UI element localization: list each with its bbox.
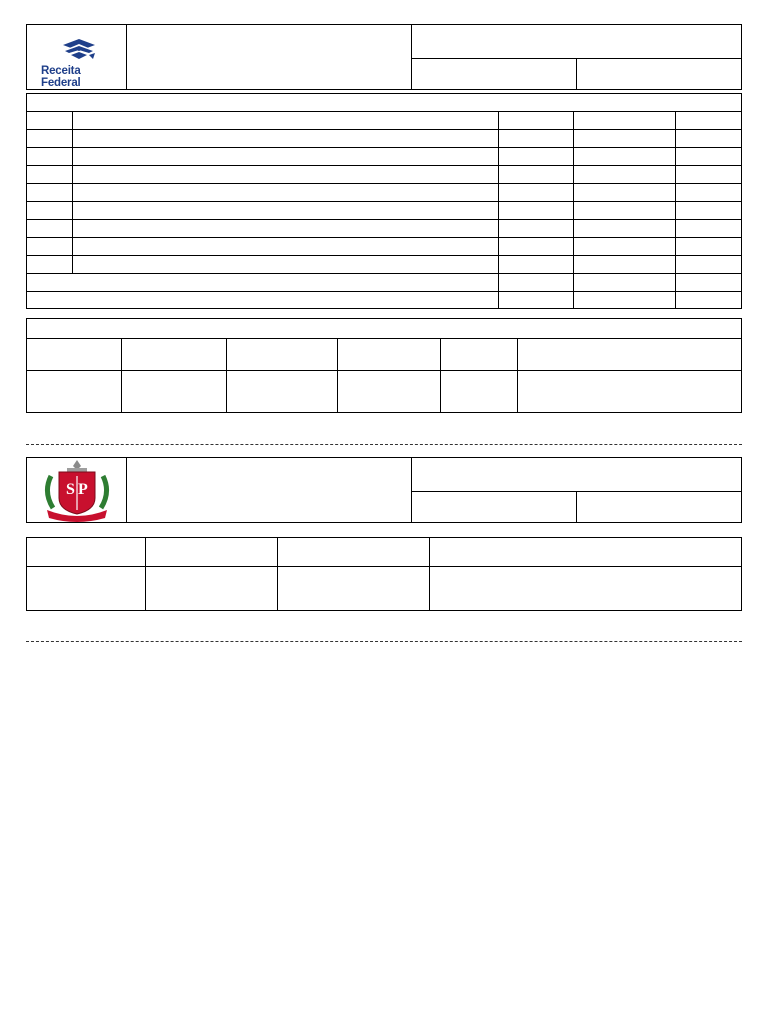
coat-monogram-s: S <box>66 481 75 498</box>
cut-line-separator-bottom <box>26 641 742 642</box>
sao-paulo-coat-of-arms-icon <box>41 460 113 522</box>
gare-header <box>26 457 742 523</box>
coat-monogram-p: P <box>78 481 88 498</box>
darf-header <box>26 24 742 90</box>
cut-line-separator <box>26 444 742 445</box>
receita-federal-logo <box>35 35 121 89</box>
receita-federal-emblem-icon <box>59 37 99 63</box>
receita-federal-logo-text: Receita Federal <box>41 65 81 89</box>
darf-items-table <box>26 93 742 309</box>
gare-payment-block <box>26 537 742 611</box>
sao-paulo-coat-of-arms <box>41 460 113 522</box>
darf-payment-block <box>26 318 742 413</box>
